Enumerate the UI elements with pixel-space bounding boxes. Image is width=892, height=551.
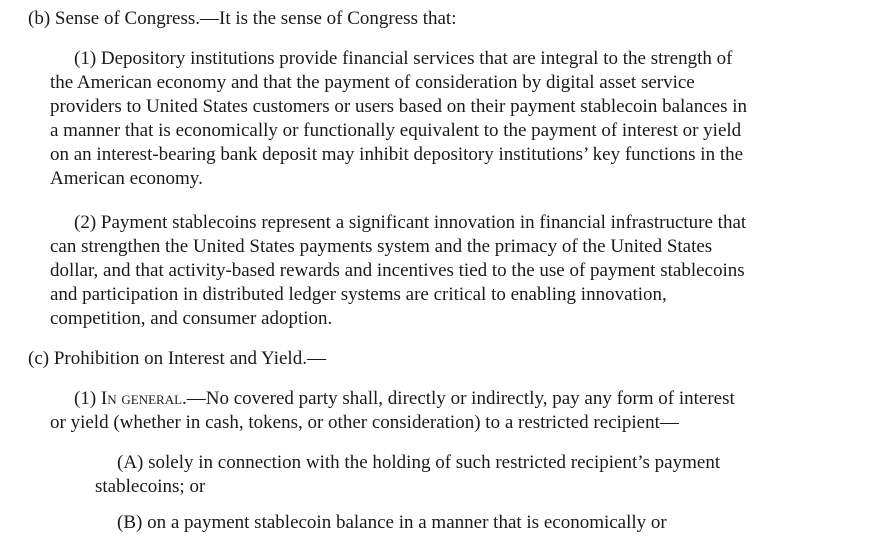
paragraph-number: (1) <box>74 388 101 409</box>
text-line: (A) solely in connection with the holding of such restricted recipient’s payment <box>117 452 721 473</box>
text-span: .—No covered party shall, directly or indirectly, pay any form of interest <box>182 388 735 409</box>
text-line: stablecoins; or <box>95 476 206 497</box>
text-line: American economy. <box>50 168 203 189</box>
section-c-heading: (c) Prohibition on Interest and Yield.— <box>28 348 326 369</box>
text-line: (2) Payment stablecoins represent a significant innovation in financial infrastructure that <box>74 212 747 233</box>
text-line: competition, and consumer adoption. <box>50 308 333 329</box>
text-line: on an interest-bearing bank deposit may inhibit depository institutions’ key functions in the <box>50 144 744 165</box>
text-line <box>74 387 735 411</box>
text-line: dollar, and that activity-based rewards and incentives tied to the use of payment stablecoins <box>50 260 745 281</box>
text-line: and participation in distributed ledger systems are critical to enabling innovation, <box>50 284 667 305</box>
text-line: can strengthen the United States payments system and the primacy of the United States <box>50 236 713 257</box>
section-b-heading: (b) Sense of Congress.—It is the sense of Congress that: <box>28 8 457 29</box>
text-line: a manner that is economically or functionally equivalent to the payment of interest or yield <box>50 120 742 141</box>
in-general-heading: In general <box>100 388 183 409</box>
text-line: (1) Depository institutions provide financial services that are integral to the strength of <box>74 48 733 69</box>
text-line: (B) on a payment stablecoin balance in a manner that is economically or <box>117 512 667 533</box>
text-line: or yield (whether in cash, tokens, or other consideration) to a restricted recipient— <box>50 412 679 433</box>
text-line: the American economy and that the payment of consideration by digital asset service <box>50 72 695 93</box>
text-line: providers to United States customers or users based on their payment stablecoin balances in <box>50 96 748 117</box>
